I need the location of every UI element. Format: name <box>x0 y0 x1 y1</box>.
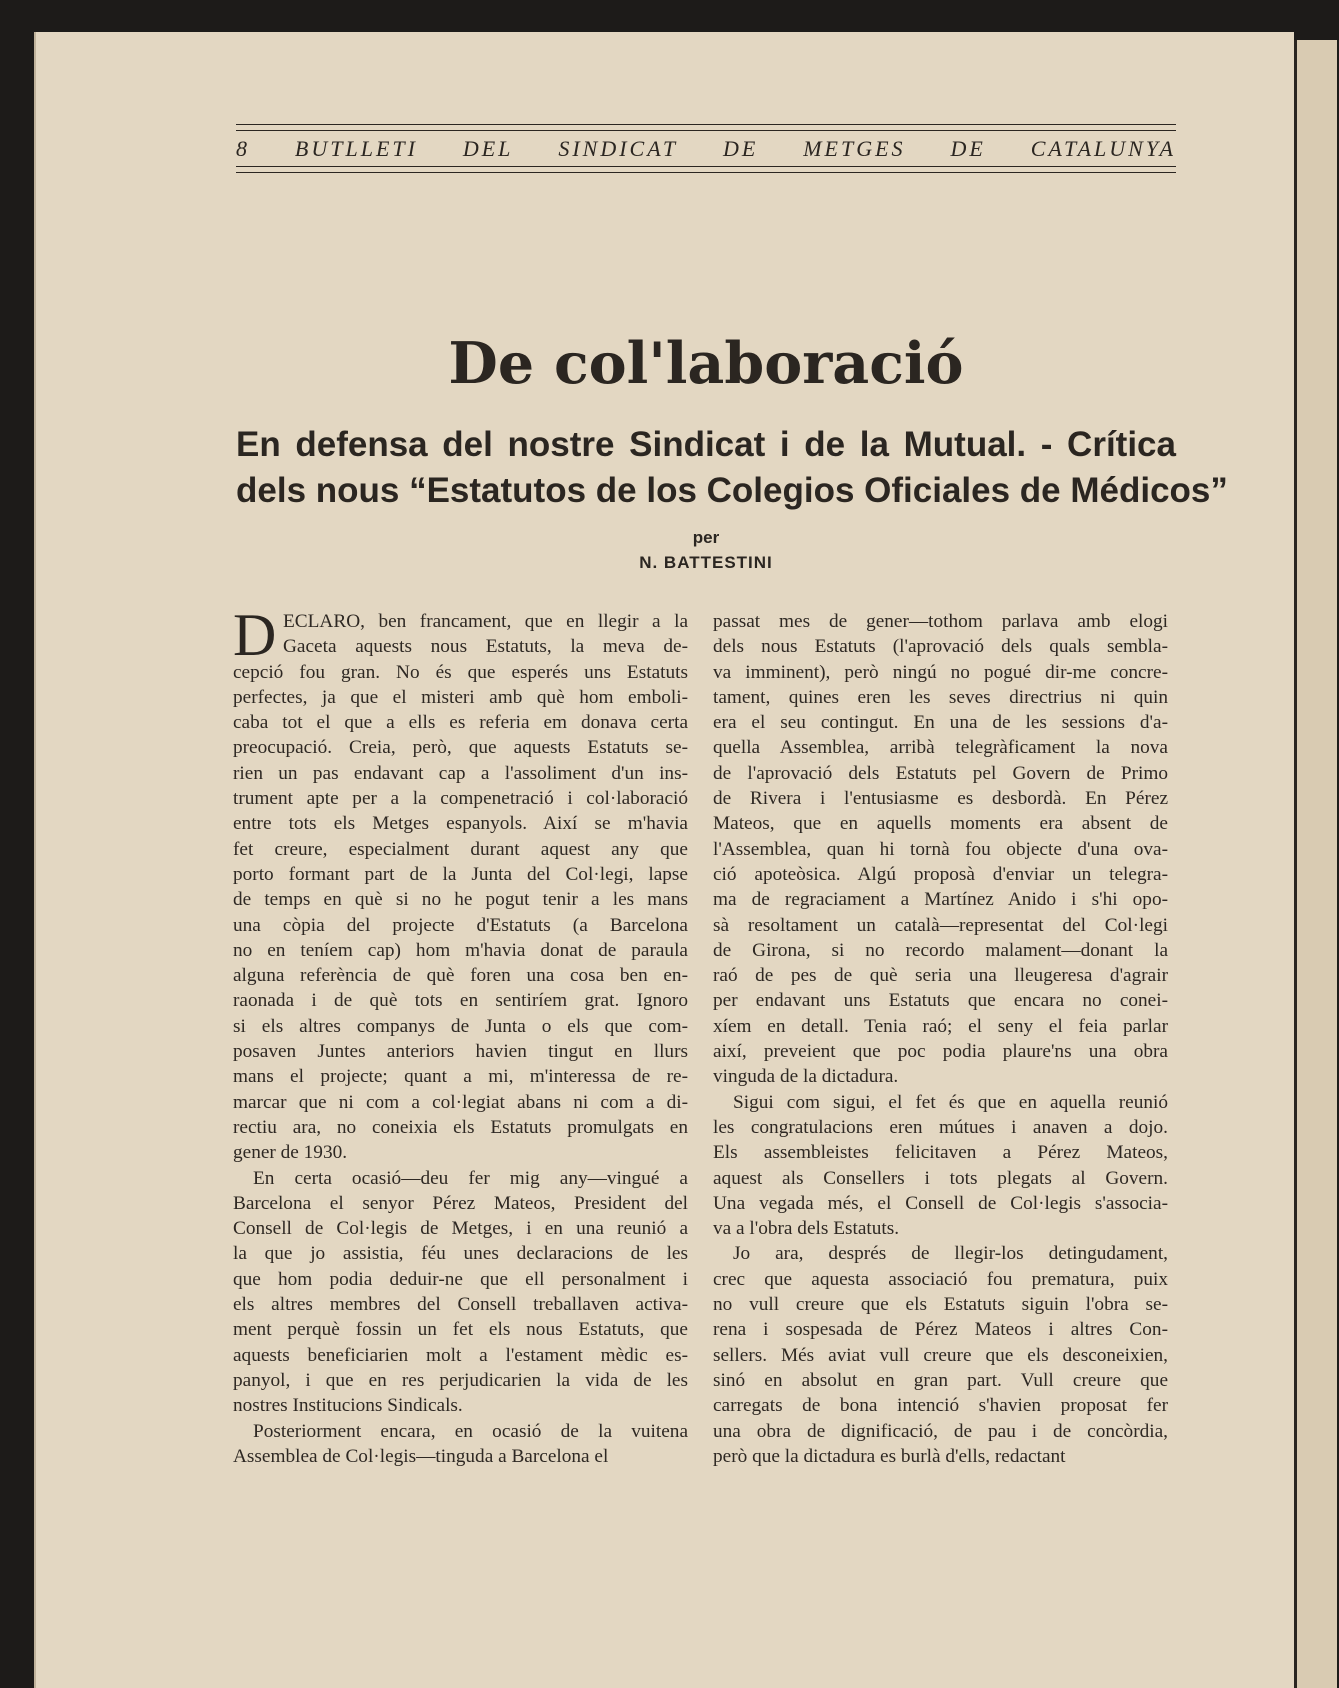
text-line: mans el projecte; quant a mi, m'interessa de re- <box>233 1066 688 1088</box>
text-line: ma de regraciament a Martínez Anido i s'hi opo- <box>713 889 1168 911</box>
header-word: METGES <box>803 136 906 161</box>
text-line: aquest als Consellers i tots plegats al Govern. <box>713 1167 1168 1189</box>
text-line <box>233 609 688 634</box>
text-line-rest: ben francament, que en llegir a la <box>364 611 688 632</box>
text-line: per endavant uns Estatuts que encara no conei- <box>713 990 1168 1012</box>
header-word: DE <box>722 136 759 161</box>
header-rule <box>236 130 1176 131</box>
running-header <box>236 124 1176 180</box>
article-subtitle <box>236 422 1228 514</box>
header-rule <box>236 166 1176 167</box>
drop-cap: D <box>233 602 277 668</box>
text-line: vinguda de la dictadura. <box>713 1066 899 1088</box>
text-line: Posteriorment encara, en ocasió de la vuitena <box>253 1420 688 1442</box>
text-line: els altres membres del Consell treballaven activa- <box>233 1294 688 1316</box>
text-line: alguna referència de què foren una cosa ben en- <box>233 965 688 987</box>
text-line: era el seu contingut. En una de les sessions d'a- <box>713 712 1168 734</box>
text-line: sà resoltament un català—representat del Col·legi <box>713 914 1168 936</box>
text-line: raonada i de què tots en sentiríem grat. Ignoro <box>233 990 688 1012</box>
text-line: trument apte per a la compenetració i col·laboració <box>233 788 688 810</box>
text-line: preocupació. Creia, però, que aquests Estatuts se- <box>233 737 688 759</box>
header-word: CATALUNYA <box>1030 136 1176 161</box>
text-line: Barcelona el senyor Pérez Mateos, President del <box>233 1192 688 1214</box>
text-line: rien un pas endavant cap a l'assoliment d'un ins- <box>233 762 688 784</box>
next-page-edge <box>1294 40 1337 1688</box>
text-line: passat mes de gener—tothom parlava amb elogi <box>713 611 1168 632</box>
body-column-left <box>233 602 688 1469</box>
text-line: va imminent), però ningú no pogué dir-me concre- <box>713 661 1168 683</box>
text-line: caba tot el que a ells es referia em donava certa <box>233 712 688 734</box>
text-line: En certa ocasió—deu fer mig any—vingué a <box>253 1167 688 1189</box>
text-line: posaven Juntes anteriors havien tingut en llurs <box>233 1041 688 1063</box>
text-line: rena i sospesada de Pérez Mateos i altres Con- <box>713 1319 1168 1341</box>
text-line: quella Assemblea, arribà telegràficament la nova <box>713 737 1168 759</box>
text-line: cepció fou gran. No és que esperés uns Estatuts <box>233 661 688 683</box>
text-line: si els altres companys de Junta o els que com- <box>233 1015 688 1037</box>
subtitle-line: En defensa del nostre Sindicat i de la Mutual. - Crítica <box>236 425 1176 464</box>
text-line: fet creure, especialment durant aquest any que <box>233 838 688 860</box>
text-line: de l'aprovació dels Estatuts pel Govern de Primo <box>713 762 1168 784</box>
text-line: Sigui com sigui, el fet és que en aquella reunió <box>733 1091 1168 1113</box>
text-line: porto formant part de la Junta del Col·legi, lapse <box>233 863 688 885</box>
text-line: rectiu ara, no coneixia els Estatuts promulgats en <box>233 1116 688 1138</box>
text-line: Els assembleistes felicitaven a Pérez Mateos, <box>713 1142 1168 1164</box>
text-line: perfectes, ja que el misteri amb què hom emboli- <box>233 686 688 708</box>
text-line: la que jo assistia, féu unes declaracions de les <box>233 1243 688 1265</box>
text-line: dels nous Estatuts (l'aprovació dels quals sembla- <box>713 636 1168 658</box>
text-line: raó de pes de què seria una lleugeresa d'agrair <box>713 965 1168 987</box>
author-name: N. BATTESTINI <box>639 553 773 572</box>
header-word: SINDICAT <box>558 136 679 161</box>
header-word: BUTLLETI <box>294 136 418 161</box>
subtitle-line: dels nous “Estatutos de los Colegios Oficiales de Médicos” <box>236 471 1228 510</box>
text-line: però que la dictadura es burlà d'ells, redactant <box>713 1445 1066 1467</box>
text-line: marcar que ni com a col·legiat abans ni com a di- <box>233 1091 688 1113</box>
text-line: xíem en detall. Tenia raó; el seny el feia parlar <box>713 1015 1168 1037</box>
text-line: una obra de dignificació, de pau i de concòrdia, <box>713 1420 1168 1442</box>
text-line: va a l'obra dels Estatuts. <box>713 1218 900 1240</box>
text-line: gener de 1930. <box>233 1142 348 1164</box>
text-line: així, preveient que poc podia plaure'ns una obra <box>713 1041 1168 1063</box>
text-line: entre tots els Metges espanyols. Així se m'havia <box>233 813 688 835</box>
header-rule <box>236 172 1176 173</box>
text-line: de Girona, si no recordo malament—donant la <box>713 939 1168 961</box>
text-line: tament, quines eren les seves directrius ni quin <box>713 686 1168 708</box>
body-column-right <box>713 609 1168 1469</box>
text-line: sellers. Més aviat vull creure que els desconeixien, <box>713 1344 1168 1366</box>
article-title: De col'laboració <box>448 330 964 397</box>
text-line: panyol, i que en res perjudicarien la vida de les <box>233 1369 688 1391</box>
header-row <box>236 134 1176 164</box>
text-line: que hom podia deduir-ne que ell personalment i <box>233 1268 688 1290</box>
header-word: DEL <box>462 136 514 161</box>
byline-per: per <box>692 528 720 547</box>
text-line: Jo ara, després de llegir-los detingudament, <box>733 1243 1168 1265</box>
text-line: les congratulacions eren mútues i anaven a dojo. <box>713 1116 1168 1138</box>
text-line: de temps en què si no he pogut tenir a les mans <box>233 889 688 911</box>
text-line: crec que aquesta associació fou prematura, puix <box>713 1268 1168 1290</box>
text-line: sinó en absolut en gran part. Vull creure que <box>713 1369 1168 1391</box>
text-line: no en teníem cap) hom m'havia donat de paraula <box>233 939 688 961</box>
text-line: carregats de bona intenció s'havien proposat fer <box>713 1395 1168 1417</box>
header-word: DE <box>950 136 986 161</box>
text-line: nostres Institucions Sindicals. <box>233 1395 463 1417</box>
first-word-smallcaps: ECLARO, <box>283 611 365 632</box>
text-line: ció apoteòsica. Algú proposà d'enviar un telegra- <box>713 863 1168 885</box>
text-line: Una vegada més, el Consell de Col·legis s'associa- <box>713 1192 1168 1214</box>
text-line: Consell de Col·legis de Metges, i en una reunió a <box>233 1218 688 1240</box>
text-line: l'Assemblea, quan hi tornà fou objecte d'una ova- <box>713 838 1168 860</box>
header-rule <box>236 124 1176 125</box>
text-line: Mateos, que en aquells moments era absent de <box>713 813 1168 835</box>
text-line: Gaceta aquests nous Estatuts, la meva de- <box>283 636 688 658</box>
page-number: 8 <box>236 136 250 161</box>
text-line: una còpia del projecte d'Estatuts (a Barcelona <box>233 914 688 936</box>
text-line: ment perquè fossin un fet els nous Estatuts, que <box>233 1319 688 1341</box>
text-line: de Rivera i l'entusiasme es desbordà. En Pérez <box>713 788 1168 810</box>
text-line: aquests beneficiarien molt a l'estament mèdic es- <box>233 1344 688 1366</box>
text-line: no vull creure que els Estatuts siguin l'obra se- <box>713 1294 1168 1316</box>
text-line: Assemblea de Col·legis—tinguda a Barcelona el <box>233 1445 609 1467</box>
